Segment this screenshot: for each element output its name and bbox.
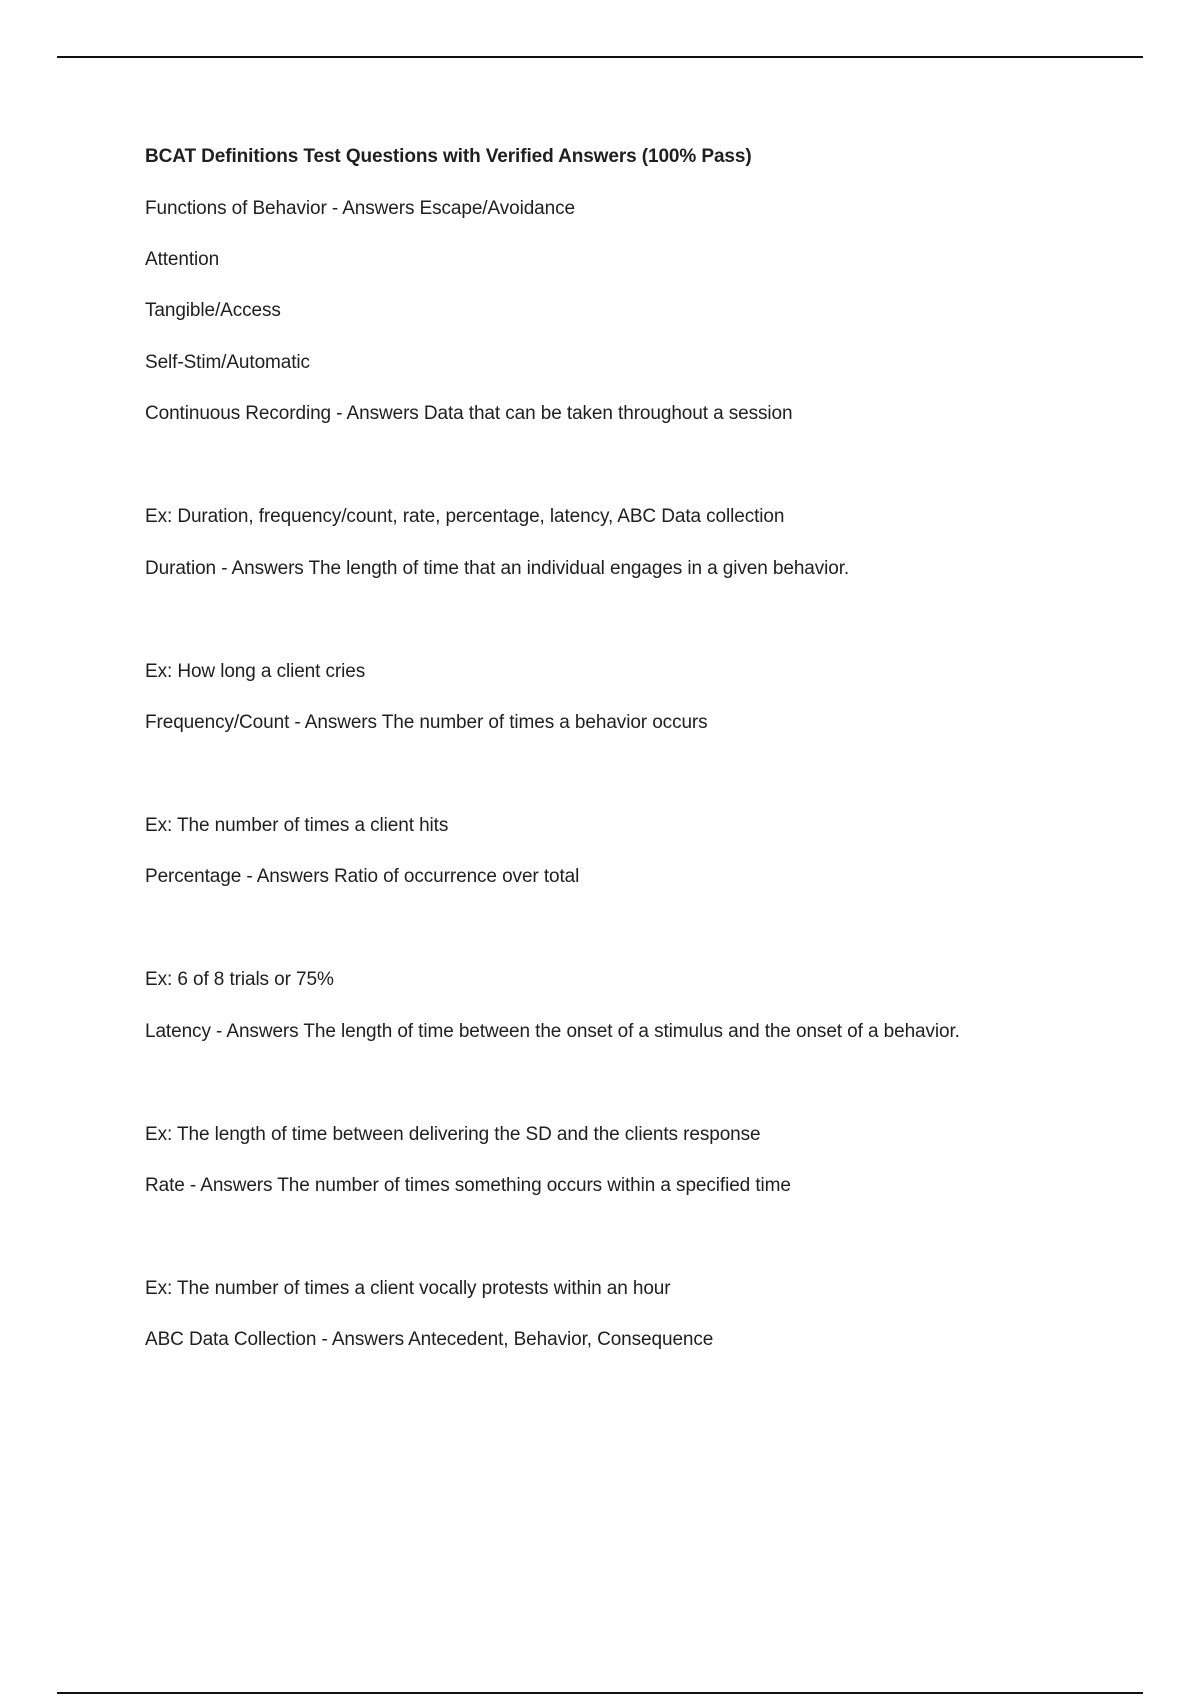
- example-line: Ex: The length of time between delivering the SD and the clients response: [145, 1124, 761, 1145]
- definition-line: Frequency/Count - Answers The number of times a behavior occurs: [145, 712, 708, 733]
- footer-rule: [57, 1692, 1143, 1694]
- definition-line: Attention: [145, 249, 220, 270]
- example-line: Ex: The number of times a client vocally protests within an hour: [145, 1278, 671, 1299]
- document-title: BCAT Definitions Test Questions with Verified Answers (100% Pass): [145, 146, 752, 167]
- example-line: Ex: Duration, frequency/count, rate, percentage, latency, ABC Data collection: [145, 506, 785, 527]
- header-rule: [57, 56, 1143, 58]
- definition-line: Rate - Answers The number of times something occurs within a specified time: [145, 1175, 791, 1196]
- definition-line: Latency - Answers The length of time between the onset of a stimulus and the onset of a behavior.: [145, 1021, 960, 1042]
- definition-line: ABC Data Collection - Answers Antecedent, Behavior, Consequence: [145, 1329, 714, 1350]
- definition-line: Tangible/Access: [145, 300, 281, 321]
- definition-line: Continuous Recording - Answers Data that can be taken throughout a session: [145, 403, 793, 424]
- definition-line: Self-Stim/Automatic: [145, 352, 310, 373]
- example-line: Ex: How long a client cries: [145, 661, 366, 682]
- definition-line: Functions of Behavior - Answers Escape/Avoidance: [145, 198, 575, 219]
- definition-line: Percentage - Answers Ratio of occurrence over total: [145, 866, 580, 887]
- example-line: Ex: 6 of 8 trials or 75%: [145, 969, 334, 990]
- definition-line: Duration - Answers The length of time that an individual engages in a given behavior.: [145, 558, 850, 579]
- example-line: Ex: The number of times a client hits: [145, 815, 449, 836]
